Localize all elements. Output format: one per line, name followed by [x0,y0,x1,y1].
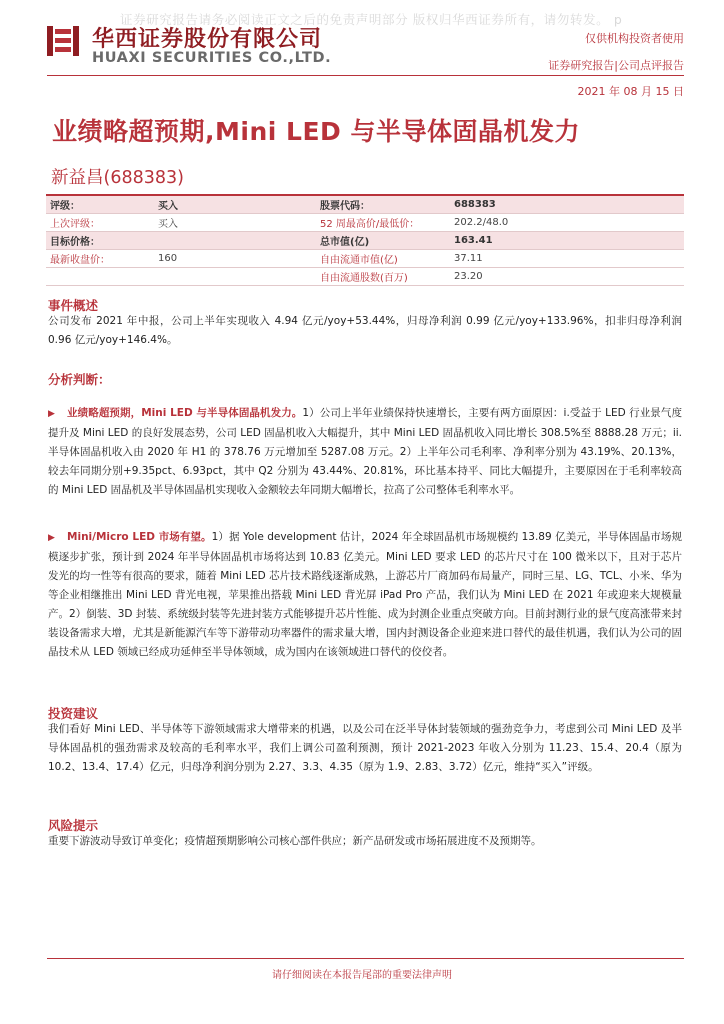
investment-paragraph: 我们看好 Mini LED、半导体等下游领域需求大增带来的机遇，以及公司在泛半导体封装领域的强劲竞争力，考虑到公司 Mini LED 及半导体固晶机的强劲需求及较高的毛利率水平，我们上调公司盈利预测，预计 2021-2023 年收入分别为 11.23、15.4、20.4（原为 10.2、13.4、17.4）亿元，归母净利润分别为 2.27、3.3、4.35（原为 1.9、2.83、3.72）亿元，维持“买入”评级。 [48,723,682,773]
table-cell: 买入 [154,214,316,232]
brand-name-en: HUAXI SECURITIES CO.,LTD. [92,50,332,66]
table-cell: 23.20 [450,268,684,286]
table-cell: 202.2/48.0 [450,214,684,232]
report-date: 2021 年 08 月 15 日 [577,85,684,98]
footer-divider [47,958,684,959]
header-divider [47,75,684,76]
section-title-analysis: 分析判断： [48,372,111,387]
table-cell: 目标价格： [46,232,154,250]
table-cell: 自由流通市值(亿) [316,250,450,268]
table-cell: 评级： [46,195,154,214]
table-row [46,250,684,268]
table-cell: 总市值(亿) [316,232,450,250]
brand-name-cn: 华西证券股份有限公司 [92,27,323,52]
table-cell: 上次评级： [46,214,154,232]
triangle-bullet-icon: ▶ [48,409,56,419]
analysis-paragraph-1 [48,404,682,500]
analysis-lead-2: Mini/Micro LED 市场有望。 [67,531,212,543]
event-paragraph: 公司发布 2021 年中报，公司上半年实现收入 4.94 亿元/yoy+53.44%，归母净利润 0.99 亿元/yoy+133.96%，扣非归母净利润 0.96 亿元/yoy+146.4%。 [48,315,682,346]
analysis-text-2: 1）据 Yole development 估计，2024 年全球固晶机市场规模约 13.89 亿美元，半导体固晶市场规模逐步扩张，预计到 2024 年半导体固晶机市场将达到 10.83 亿美元。Mini LED 要求 LED 的芯片尺寸在 100 微米以下，且对于芯片发光的均一性等有很高的要求，随着 Mini LED 芯片技术路线逐渐成熟，上游芯片厂商加码布局量产，同时三星、LG、TCL、小米、华为等企业相继推出 Mini LED 背光电视，苹果推出搭载 Mini LED 背光屏 iPad Pro 产品，我们认为 Mini LED 在 2021 年或迎来大规模量产。2）倒装、3D 封装、系统级封装等先进封装方式能够提升芯片性能、成为封测企业重点突破方向。目前封测行业的景气度高涨带来封装设备需求大增，尤其是新能源汽车等下游带动功率器件的需求量大增，国内封测设备企业迎来进口替代的最佳机遇，我们认为公司的固晶技术从 LED 领域已经成功延伸至半导体领域，成为国内在该领域进口替代的佼佼者。 [48,531,683,658]
audience-label: 仅供机构投资者使用 [585,32,684,45]
analysis-lead-1: 业绩略超预期，Mini LED 与半导体固晶机发力。 [67,407,303,419]
table-cell: 52 周最高价/最低价： [316,214,450,232]
watermark-text: 证券研究报告请务必阅读正文之后的免责声明部分 版权归华西证券所有，请勿转发。 p [120,12,623,27]
section-title-risk: 风险提示 [48,818,99,833]
stock-info-table [46,194,684,286]
report-type-label: 证券研究报告|公司点评报告 [548,59,684,72]
table-row [46,232,684,250]
table-cell: 最新收盘价： [46,250,154,268]
table-row [46,214,684,232]
risk-paragraph: 重要下游波动导致订单变化；疫情超预期影响公司核心部件供应；新产品研发或市场拓展进度不及预期等。 [48,835,542,847]
report-title: 业绩略超预期,Mini LED 与半导体固晶机发力 [52,117,580,146]
table-row [46,268,684,286]
table-cell: 买入 [154,195,316,214]
table-cell [154,232,316,250]
table-cell: 自由流通股数(百万) [316,268,450,286]
triangle-bullet-icon: ▶ [48,533,56,543]
table-cell: 688383 [450,195,684,214]
analysis-text-1: 1）公司上半年业绩保持快速增长，主要有两方面原因：i.受益于 LED 行业景气度提升及 Mini LED 的良好发展态势，公司 LED 固晶机收入大幅提升，其中 Mini LED 固晶机收入同比增长 308.5%至 8888.28 万元；ii. 半导体固晶机收入由 2020 年 H1 的 378.76 万元增加至 5287.08 万元。2）上半年公司毛利率、净利率分别为 43.19%、20.13%，较去年同期分别+9.35pct、6.93pct，其中 Q2 分别为 43.44%、20.81%，环比基本持平、同比大幅提升，主要原因在于毛利率较高的 Mini LED 固晶机及半导体固晶机实现收入金额较去年同期大幅增长，拉高了公司整体毛利率水平。 [48,407,683,496]
table-cell: 160 [154,250,316,268]
analysis-paragraph-2 [48,528,682,662]
section-title-investment: 投资建议 [48,706,99,721]
table-cell: 37.11 [450,250,684,268]
table-cell: 股票代码： [316,195,450,214]
table-row [46,195,684,214]
table-cell [46,268,154,286]
huaxi-logo-icon [46,24,80,58]
legal-notice-footer: 请仔细阅读在本报告尾部的重要法律声明 [272,970,452,981]
table-cell [154,268,316,286]
company-name: 新益昌(688383) [51,168,184,188]
section-title-event: 事件概述 [48,298,99,313]
table-cell: 163.41 [450,232,684,250]
